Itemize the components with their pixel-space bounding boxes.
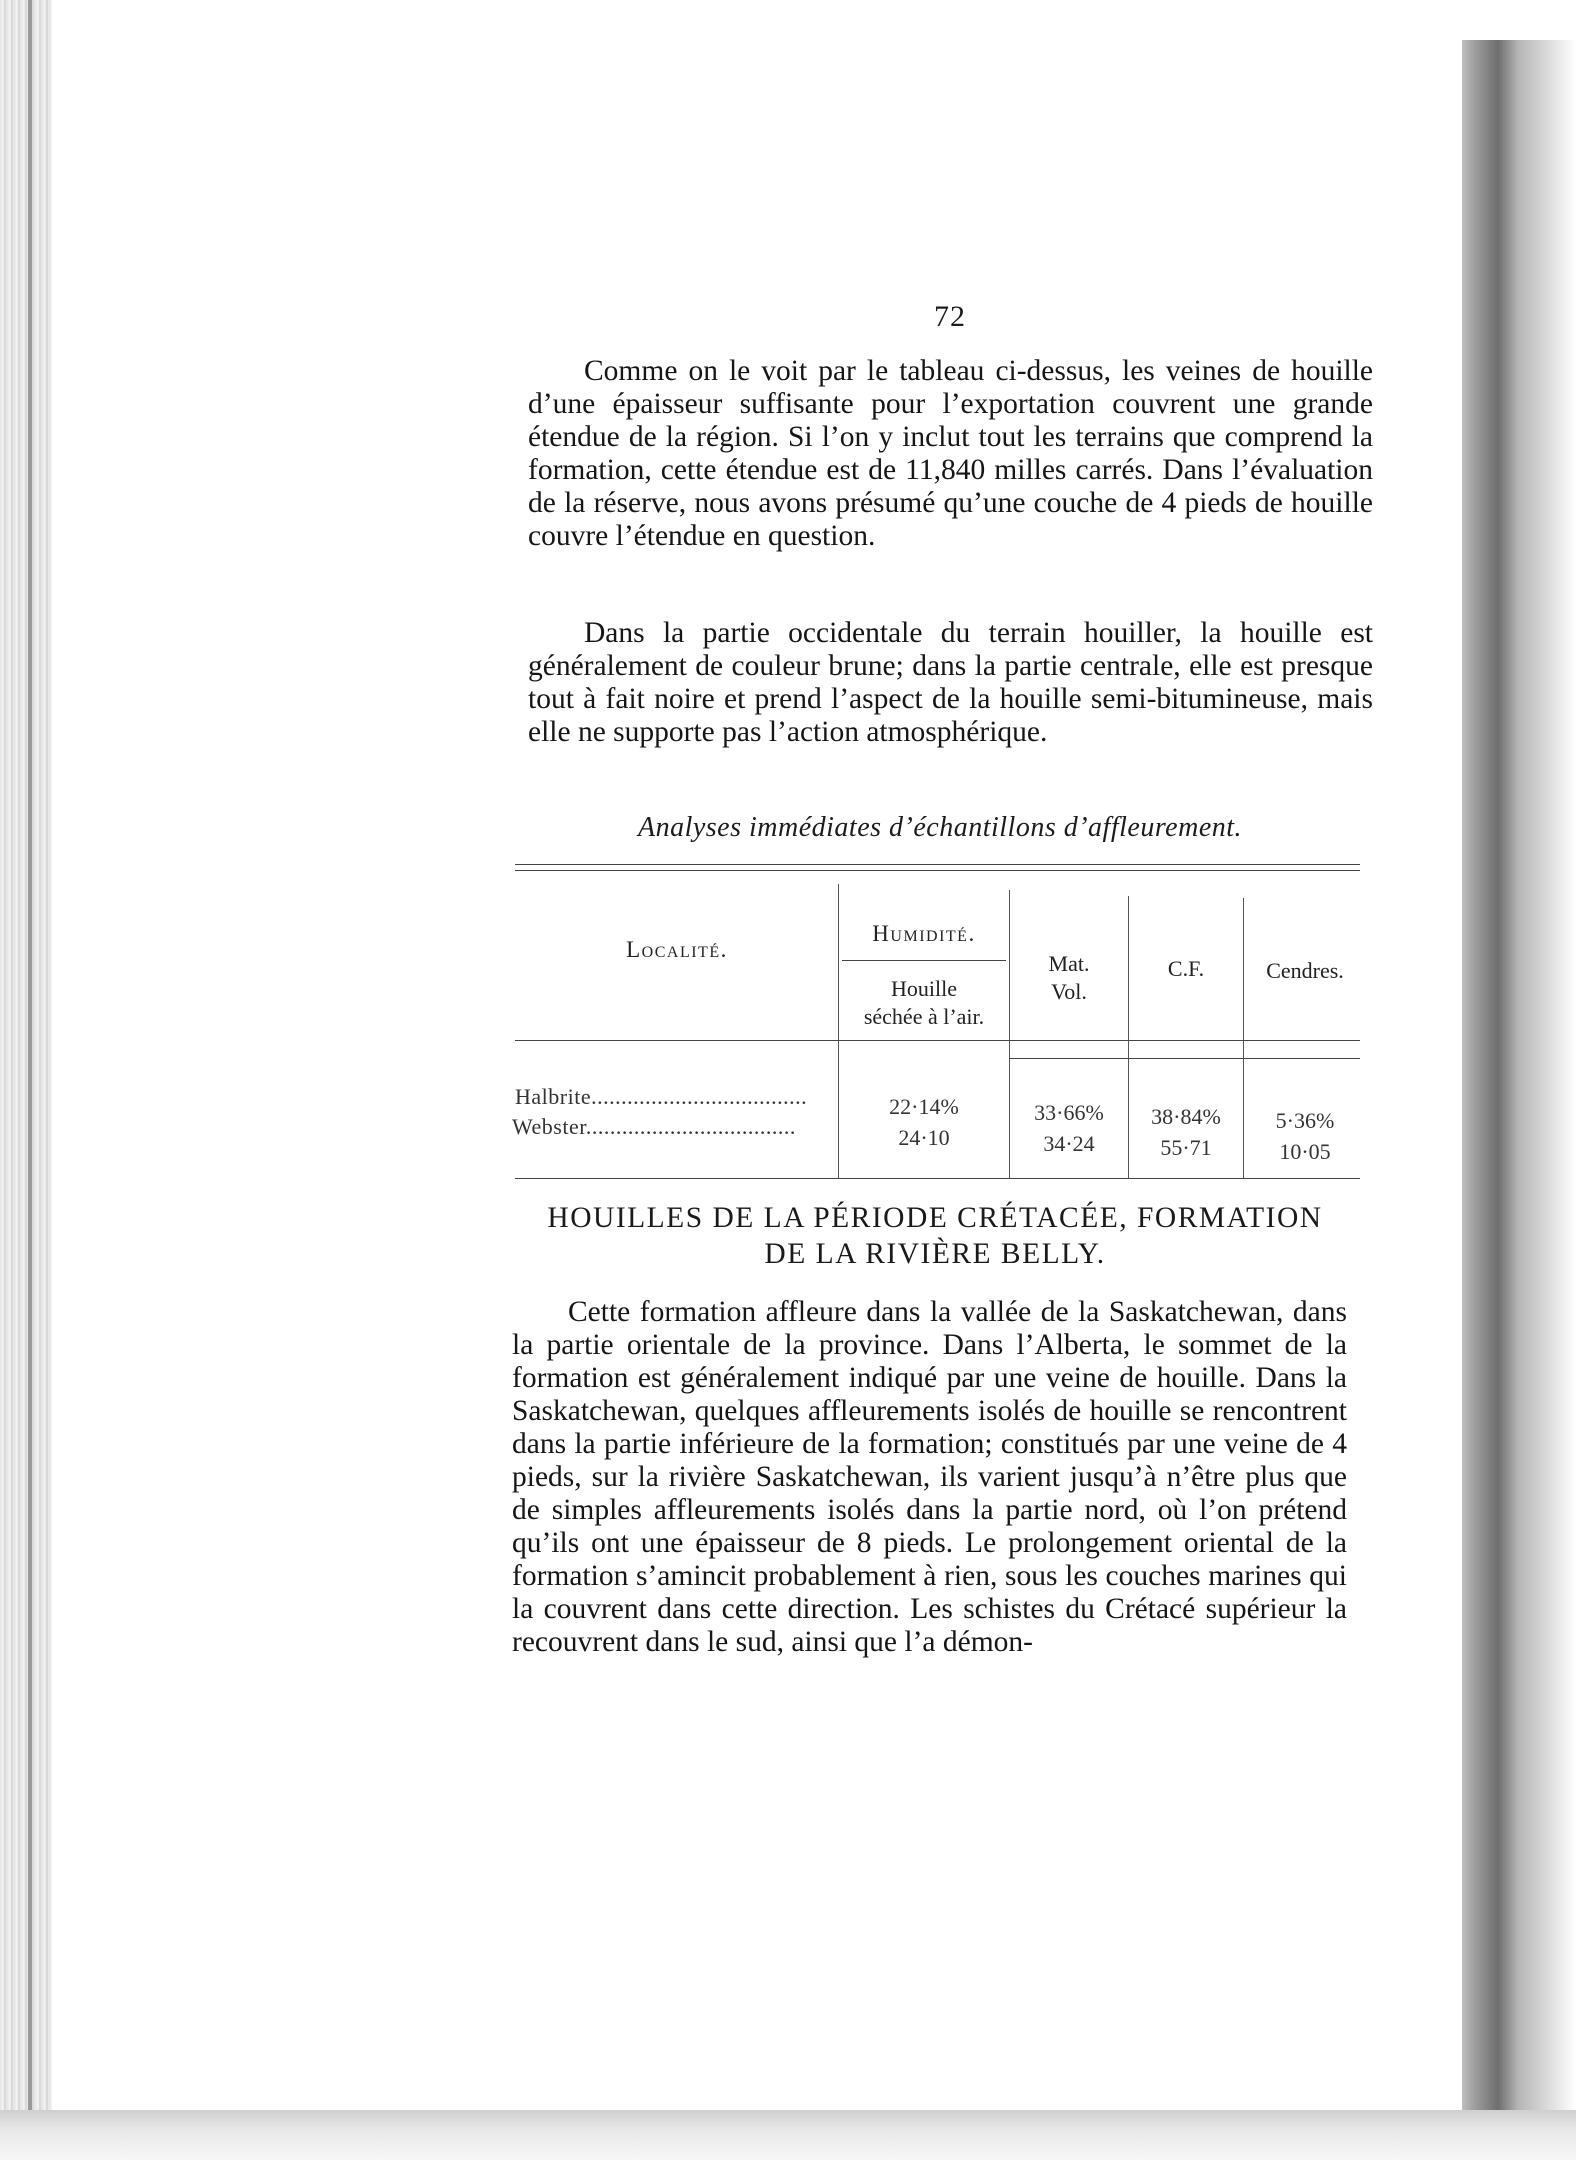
book-spine-shadow	[1458, 40, 1576, 2115]
table-row-ash: 5·36%	[1275, 1108, 1335, 1133]
table-row-volatile: 34·24	[1043, 1131, 1095, 1156]
table-header-rule	[515, 1040, 1360, 1041]
section-heading-line-2: DE LA RIVIÈRE BELLY.	[764, 1238, 1106, 1270]
table-top-rule-2	[515, 870, 1360, 871]
body-paragraph-2: Dans la partie occidentale du terrain houiller, la houille est généralement de couleur brune; dans la partie centrale, elle est presque tout à fait noire et prend l’aspect de la houille semi-bitumineuse, mais elle ne supporte pas l’action atmosphérique.	[528, 617, 1373, 748]
table-column-rule	[1243, 898, 1244, 1178]
book-binding-edge	[28, 0, 32, 2160]
table-header-ash: Cendres.	[1266, 958, 1344, 983]
body-paragraph-3: Cette formation affleure dans la vallée de la Saskatchewan, dans la partie orientale de la province. Dans l’Alberta, le sommet de la formation est généralement indiqué par une veine de houille. Dans la Saskatchewan, quelques affleurements isolés de houille se rencontrent dans la partie inférieure de la formation; constitués par une veine de 4 pieds, sur la rivière Saskatchewan, ils varient jusqu’à n’être plus que de simples affleurements isolés dans la partie nord, où l’on prétend qu’ils ont une épaisseur de 8 pieds. Le prolongement oriental de la formation s’amincit probablement à rien, sous les couches marines qui la couvrent dans cette direction. Les schistes du Crétacé supérieur la recouvrent dans le sud, ainsi que l’a démon-	[512, 1296, 1347, 1658]
section-heading	[505, 1200, 1365, 1272]
table-top-rule	[515, 864, 1360, 865]
table-row-fixed-carbon: 55·71	[1160, 1135, 1212, 1160]
table-bottom-rule	[515, 1178, 1360, 1179]
section-heading-line-1: HOUILLES DE LA PÉRIODE CRÉTACÉE, FORMATION	[547, 1202, 1323, 1234]
table-row-humidity: 24·10	[898, 1125, 950, 1150]
table-column-rule	[1009, 890, 1010, 1178]
table-row-locality: Halbrite....................................	[515, 1084, 808, 1109]
table-caption: Analyses immédiates d’échantillons d’affleurement.	[637, 812, 1243, 843]
table-humidity-rule	[842, 960, 1006, 961]
table-header-fixed-carbon: C.F.	[1167, 956, 1205, 981]
table-column-rule	[838, 884, 839, 1178]
table-column-rule	[1128, 896, 1129, 1178]
table-header-humidity: Humidité.	[872, 921, 976, 946]
table-header-locality: Localité.	[626, 937, 728, 962]
table-header-volatile-line-2: Vol.	[1051, 979, 1087, 1004]
table-row-ash: 10·05	[1279, 1139, 1331, 1164]
page-sheet	[52, 0, 1462, 2112]
table-header-humidity-sub-line-2: séchée à l’air.	[863, 1004, 985, 1029]
table-row-locality: Webster...................................	[512, 1114, 796, 1139]
table-header-rule-2	[1009, 1058, 1360, 1059]
book-bottom-edge	[0, 2110, 1576, 2160]
table-header-humidity-sub-line-1: Houille	[891, 976, 957, 1001]
table-row-volatile: 33·66%	[1034, 1100, 1104, 1125]
page-number: 72	[934, 300, 966, 333]
table-header-volatile	[1012, 950, 1126, 1006]
table-header-humidity-sub	[842, 975, 1006, 1031]
table-row-fixed-carbon: 38·84%	[1151, 1104, 1221, 1129]
table-header-volatile-line-1: Mat.	[1048, 951, 1090, 976]
table-row-humidity: 22·14%	[889, 1094, 959, 1119]
body-paragraph-1: Comme on le voit par le tableau ci-dessus, les veines de houille d’une épaisseur suffisante pour l’exportation couvrent une grande étendue de la région. Si l’on y inclut tout les terrains que comprend la formation, cette étendue est de 11,840 milles carrés. Dans l’évaluation de la réserve, nous avons présumé qu’une couche de 4 pieds de houille couvre l’étendue en question.	[528, 355, 1373, 552]
